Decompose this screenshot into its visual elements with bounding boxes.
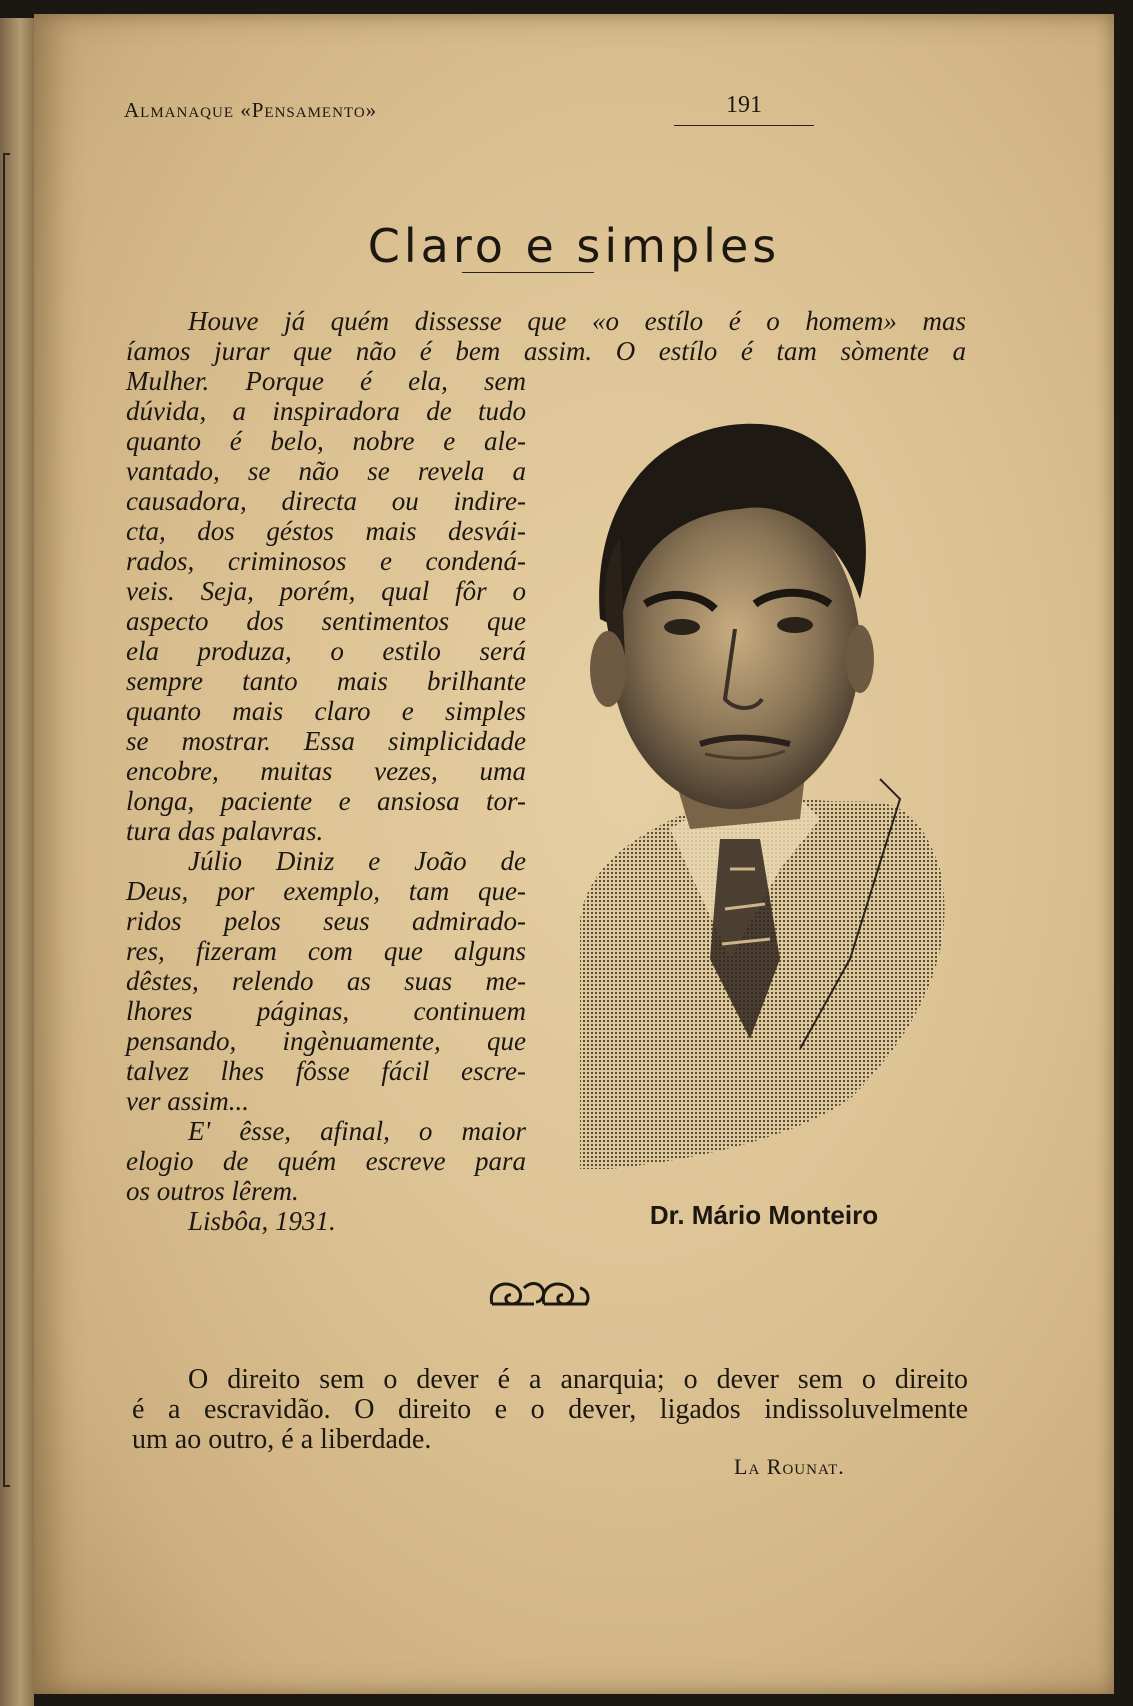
article-line: E' êsse, afinal, o maior bbox=[188, 1116, 526, 1146]
article-line: talvez lhes fôsse fácil escre- bbox=[126, 1056, 526, 1086]
article-line: elogio de quém escreve para bbox=[126, 1146, 526, 1176]
article-line: ridos pelos seus admirado- bbox=[126, 906, 526, 936]
article-line: aspecto dos sentimentos que bbox=[126, 606, 526, 636]
article-line: rados, criminosos e condená- bbox=[126, 546, 526, 576]
article-line: encobre, muitas vezes, uma bbox=[126, 756, 526, 786]
article-line: lhores páginas, continuem bbox=[126, 996, 526, 1026]
article-line: veis. Seja, porém, qual fôr o bbox=[126, 576, 526, 606]
running-title: Almanaque «Pensamento» bbox=[124, 98, 378, 122]
portrait-photo-icon bbox=[550, 399, 970, 1179]
facing-page-edge bbox=[0, 18, 34, 1706]
article-column-paragraph-1 bbox=[126, 366, 526, 846]
article-line: longa, paciente e ansiosa tor- bbox=[126, 786, 526, 816]
article-line: os outros lêrem. bbox=[126, 1176, 299, 1206]
portrait-caption: Dr. Mário Monteiro bbox=[649, 1200, 879, 1230]
article-column-paragraph-3 bbox=[126, 1116, 526, 1206]
article-line: íamos jurar que não é bem assim. O estílo é tam sòmente a bbox=[126, 336, 966, 366]
article-line: tura das palavras. bbox=[126, 816, 324, 846]
article-line: sempre tanto mais brilhante bbox=[126, 666, 526, 696]
article-line: Deus, por exemplo, tam que- bbox=[126, 876, 526, 906]
ornament-icon bbox=[484, 1274, 594, 1316]
article-line: Houve já quém dissesse que «o estílo é o homem» mas bbox=[188, 306, 966, 336]
quote-line: é a escravidão. O direito e o dever, ligados indissoluvelmente bbox=[132, 1394, 968, 1425]
article-line: pensando, ingènuamente, que bbox=[126, 1026, 526, 1056]
article-line: quanto mais claro e simples bbox=[126, 696, 526, 726]
quote-block bbox=[132, 1365, 968, 1455]
title-rule bbox=[462, 272, 594, 273]
article-line: ver assim... bbox=[126, 1086, 249, 1116]
quote-line: O direito sem o dever é a anarquia; o dever sem o direito bbox=[188, 1364, 968, 1395]
article-line: ela produza, o estilo será bbox=[126, 636, 526, 666]
page-number: 191 bbox=[674, 92, 814, 126]
article-line: res, fizeram com que alguns bbox=[126, 936, 526, 966]
quote-author: La Rounat. bbox=[734, 1454, 845, 1479]
article-place-date: Lisbôa, 1931. bbox=[188, 1206, 336, 1236]
article-line: dúvida, a inspiradora de tudo bbox=[126, 396, 526, 426]
article-line: dêstes, relendo as suas me- bbox=[126, 966, 526, 996]
quote-line: um ao outro, é a liberdade. bbox=[132, 1424, 432, 1455]
facing-page-border bbox=[3, 153, 10, 1487]
article-line: vantado, se não se revela a bbox=[126, 456, 526, 486]
article-line: quanto é belo, nobre e ale- bbox=[126, 426, 526, 456]
article-line: se mostrar. Essa simplicidade bbox=[126, 726, 526, 756]
article-line: cta, dos géstos mais desvái- bbox=[126, 516, 526, 546]
portrait-photo bbox=[550, 399, 970, 1179]
article-line: Mulher. Porque é ela, sem bbox=[126, 366, 526, 396]
article-line: causadora, directa ou indire- bbox=[126, 486, 526, 516]
article-line: Júlio Diniz e João de bbox=[188, 846, 526, 876]
book-page bbox=[34, 14, 1114, 1694]
article-column-paragraph-2 bbox=[126, 846, 526, 1116]
article-title: Claro e simples bbox=[367, 218, 781, 273]
